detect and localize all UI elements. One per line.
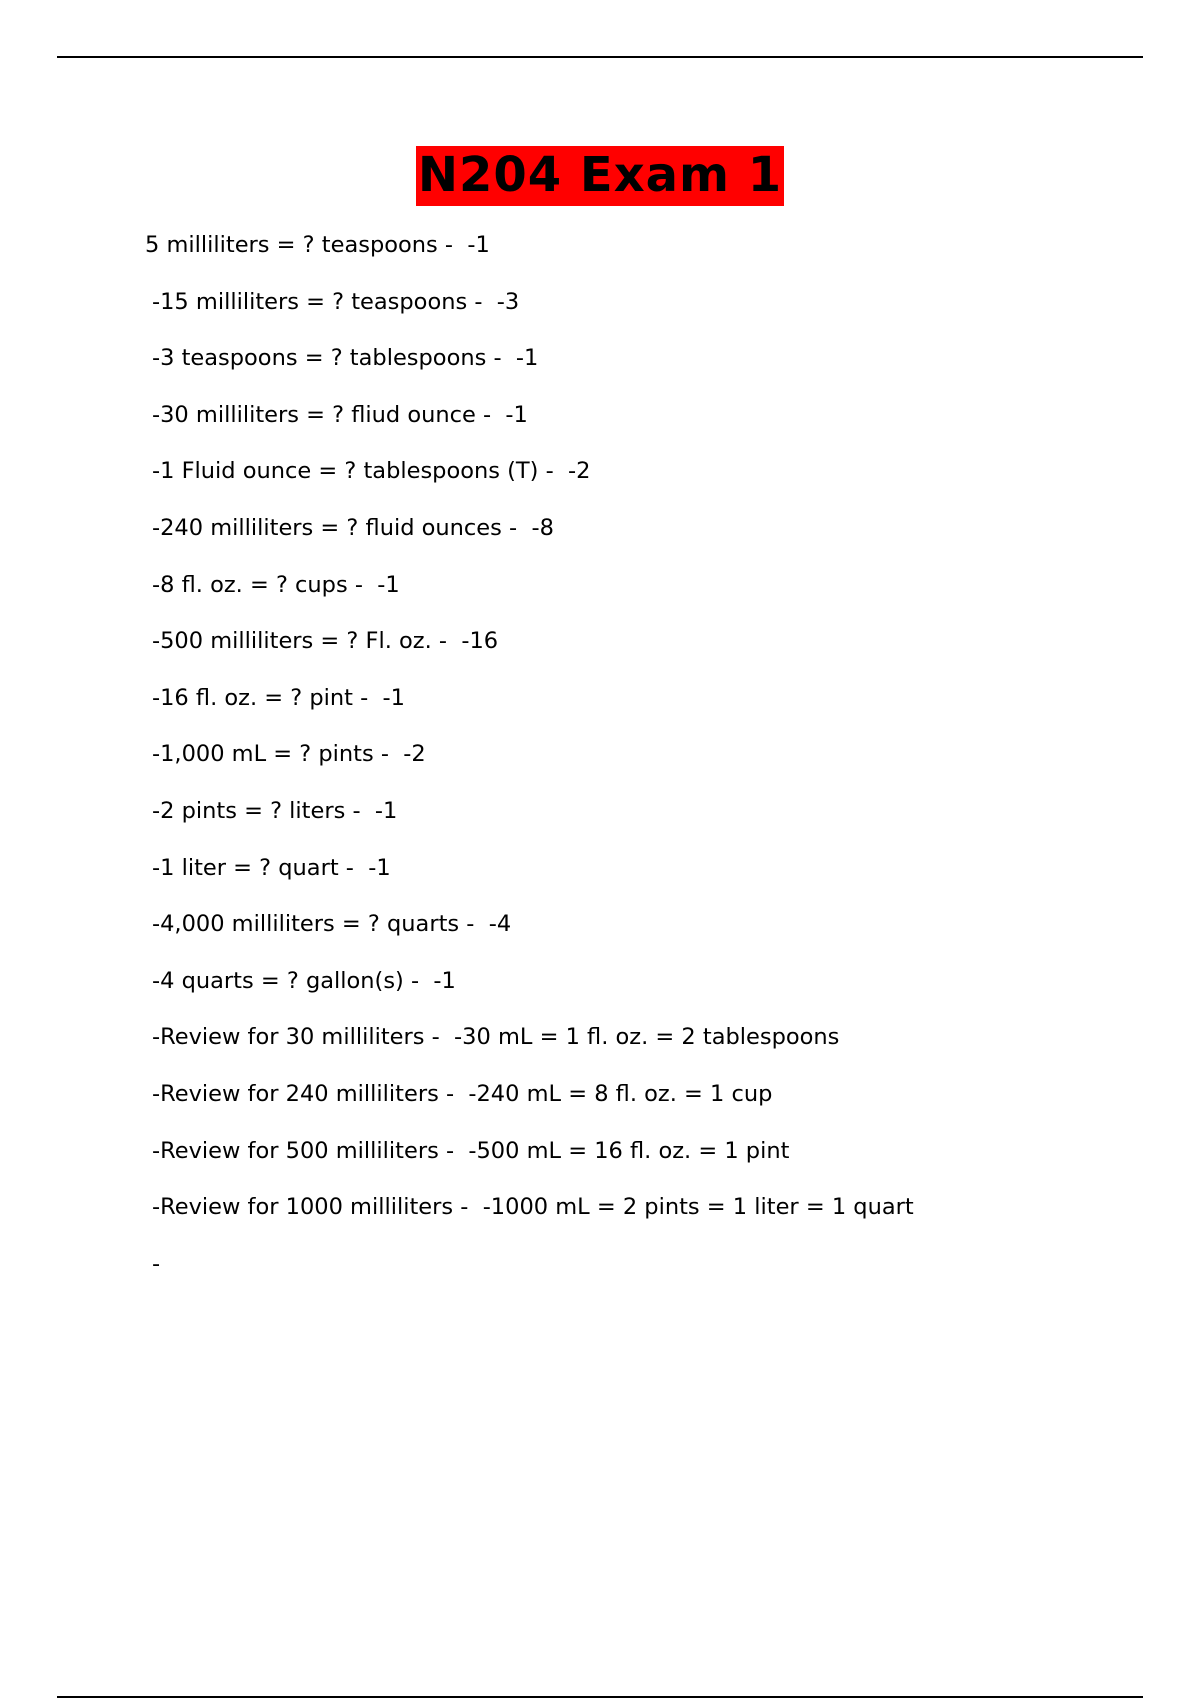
list-item: -Review for 1000 milliliters - -1000 mL = 2 pints = 1 liter = 1 quart (152, 1194, 914, 1221)
list-item: -30 milliliters = ? fliud ounce - -1 (152, 401, 528, 428)
list-item: -240 milliliters = ? fluid ounces - -8 (152, 514, 554, 541)
list-item: -1 liter = ? quart - -1 (152, 854, 391, 881)
list-item: -16 fl. oz. = ? pint - -1 (152, 684, 405, 711)
list-item: -1 Fluid ounce = ? tablespoons (T) - -2 (152, 458, 591, 485)
list-item: -3 teaspoons = ? tablespoons - -1 (152, 345, 539, 372)
list-item: -2 pints = ? liters - -1 (152, 797, 398, 824)
bottom-divider (57, 1696, 1143, 1698)
page-title: N204 Exam 1 (416, 146, 784, 206)
list-item: 5 milliliters = ? teaspoons - -1 (145, 232, 490, 258)
list-item: -1,000 mL = ? pints - -2 (152, 741, 426, 768)
list-item: -Review for 30 milliliters - -30 mL = 1 fl. oz. = 2 tablespoons (152, 1024, 840, 1051)
list-item: -4 quarts = ? gallon(s) - -1 (152, 967, 456, 994)
list-item: -Review for 240 milliliters - -240 mL = 8 fl. oz. = 1 cup (152, 1080, 773, 1107)
list-item: -8 fl. oz. = ? cups - -1 (152, 571, 400, 598)
list-item: -4,000 milliliters = ? quarts - -4 (152, 911, 512, 938)
flashcard-list (145, 230, 1145, 1305)
list-item: -Review for 500 milliliters - -500 mL = 16 fl. oz. = 1 pint (152, 1137, 790, 1164)
top-divider (57, 56, 1143, 58)
list-item: -15 milliliters = ? teaspoons - -3 (152, 288, 520, 315)
title-container (0, 146, 1200, 206)
list-item: - (152, 1250, 161, 1277)
list-item: -500 milliliters = ? Fl. oz. - -16 (152, 628, 499, 655)
